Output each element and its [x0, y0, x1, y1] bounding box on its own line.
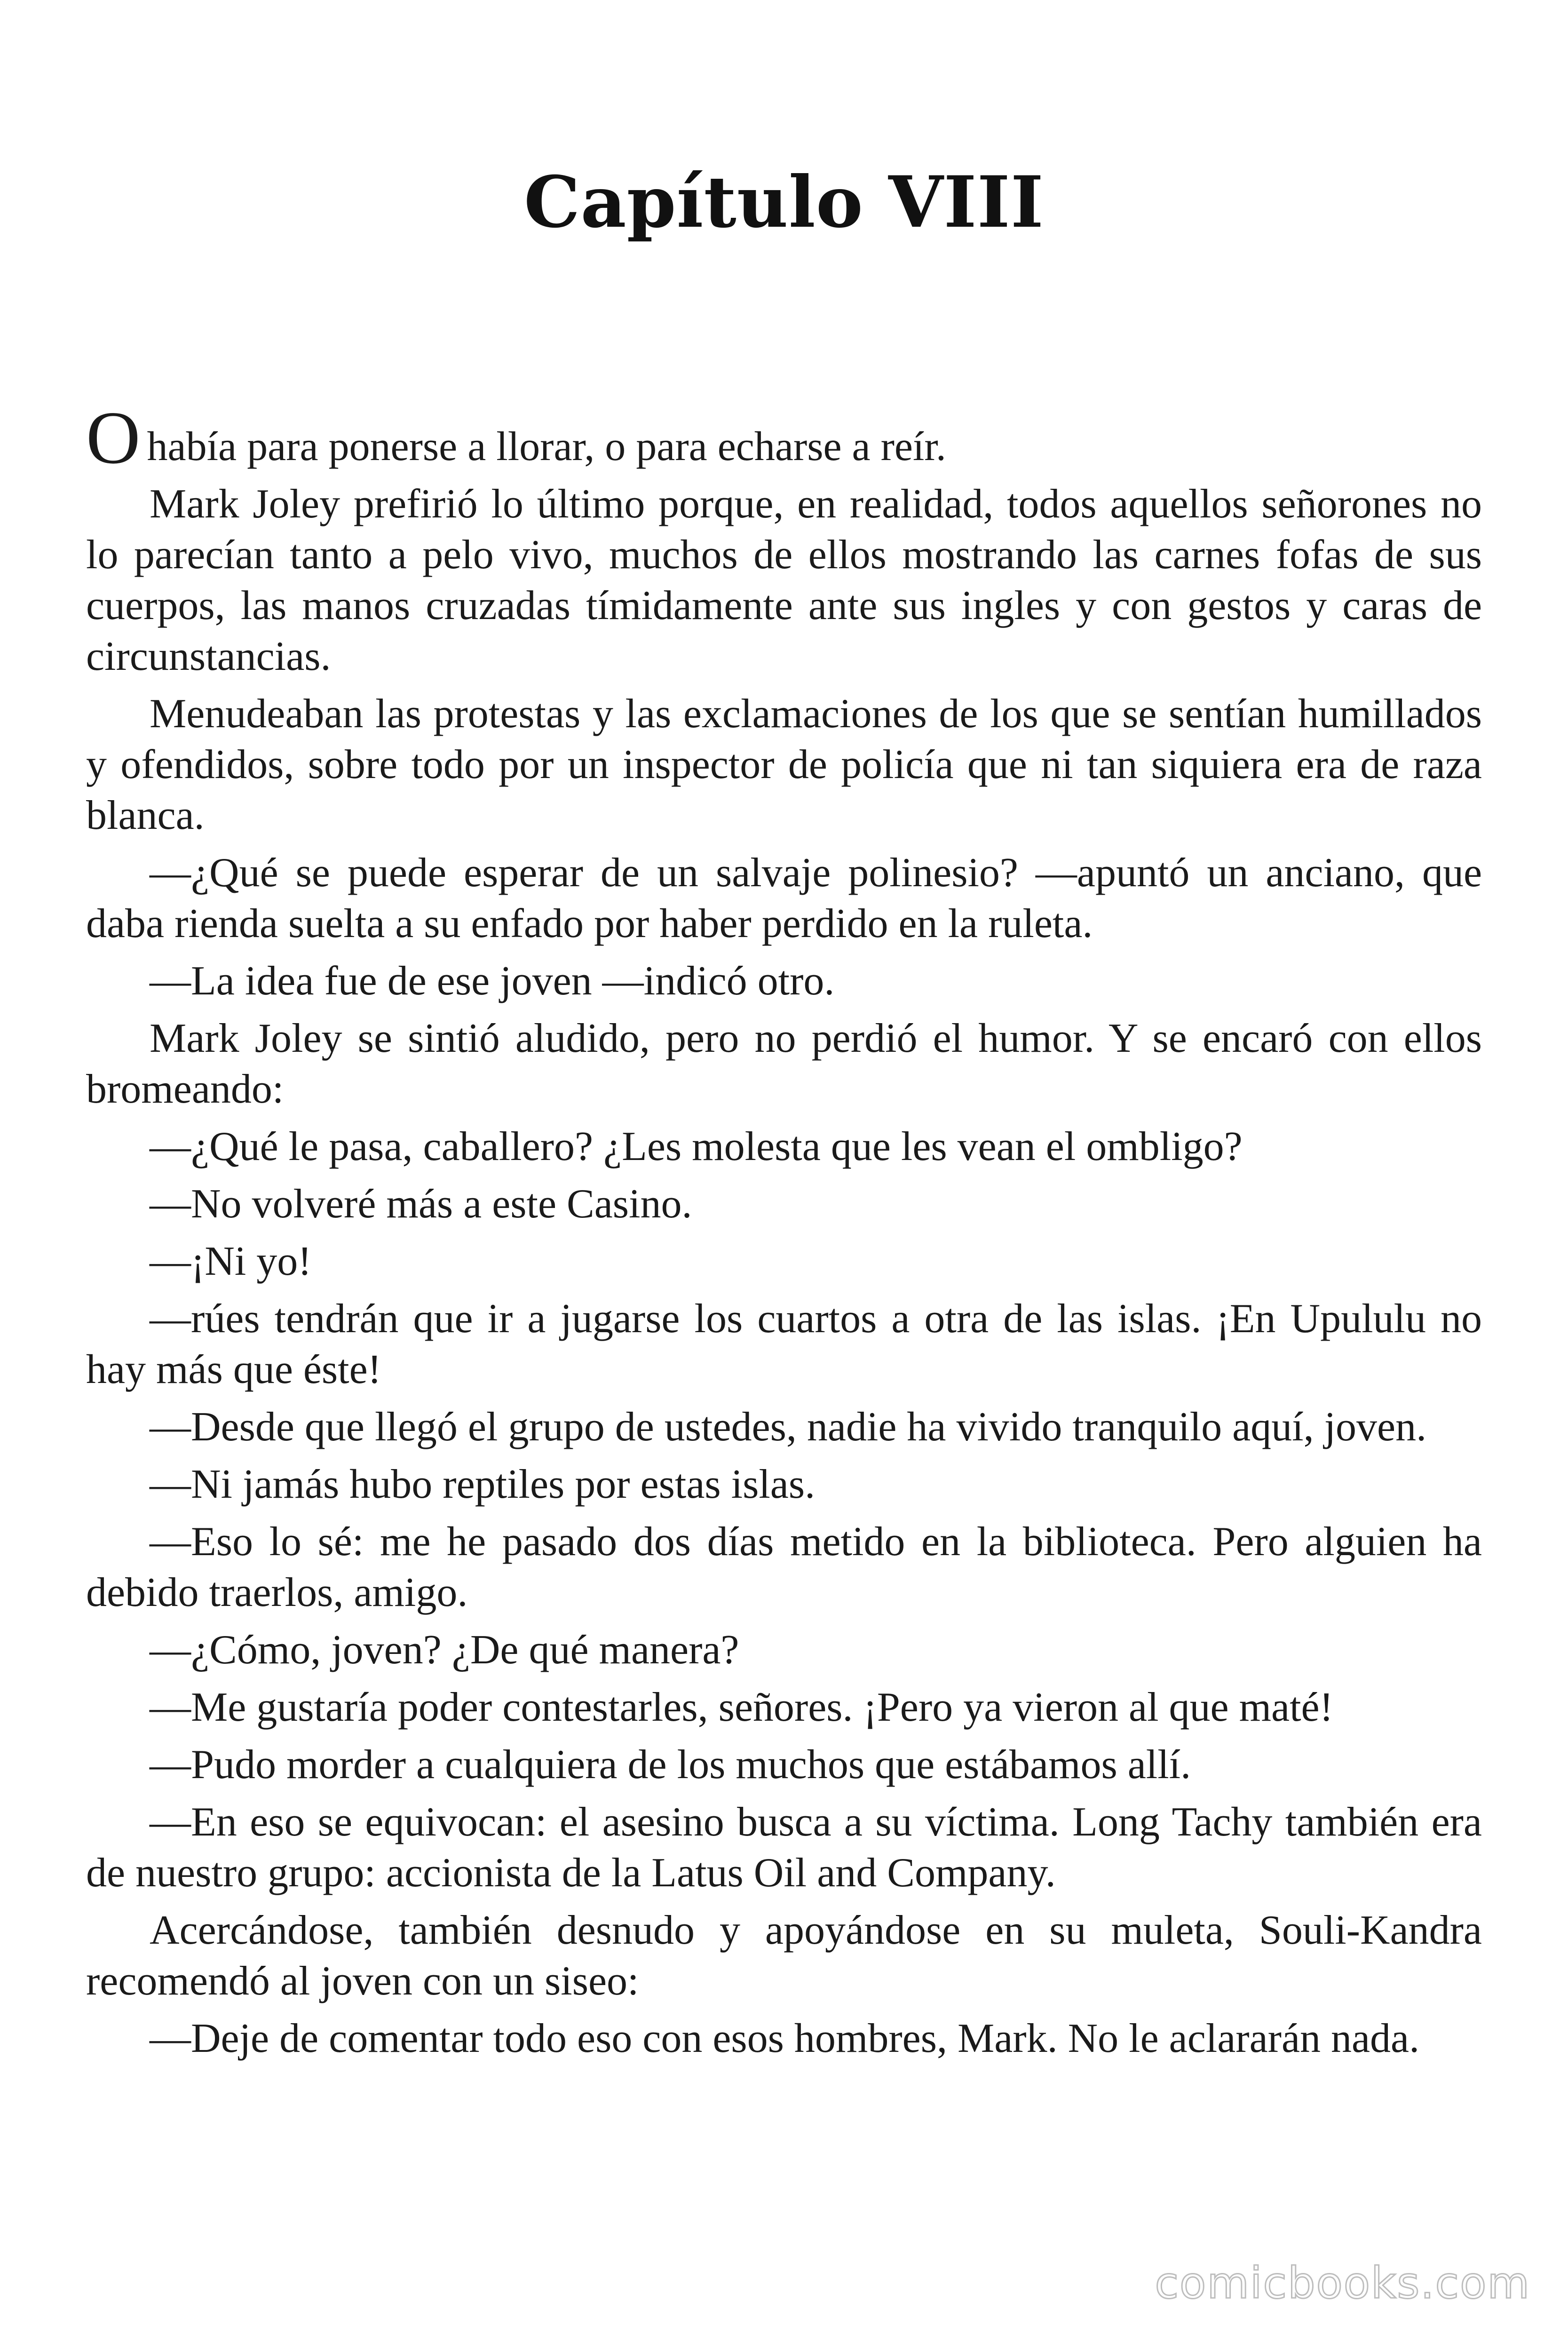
- paragraph: —Me gustaría poder contestarles, señores. ¡Pero ya vieron al que maté!: [150, 1685, 1333, 1730]
- paragraph: —¡Ni yo!: [150, 1239, 312, 1284]
- paragraph: —Ni jamás hubo reptiles por estas islas.: [150, 1462, 816, 1507]
- paragraph: —¿Qué le pasa, caballero? ¿Les molesta que les vean el ombligo?: [150, 1124, 1243, 1169]
- chapter-title: Capítulo VIII: [524, 161, 1044, 244]
- drop-cap: O: [86, 396, 141, 479]
- paragraph: —Deje de comentar todo eso con esos hombres, Mark. No le aclararán nada.: [150, 2016, 1420, 2061]
- paragraph: —En eso se equivocan: el asesino busca a su víctima. Long Tachy también era de nuestro grupo: accionista de la Latus Oil and Company.: [86, 1799, 1482, 1896]
- paragraph: —Eso lo sé: me he pasado dos días metido en la biblioteca. Pero alguien ha debido traerlos, amigo.: [86, 1519, 1482, 1615]
- paragraph: Mark Joley prefirió lo último porque, en realidad, todos aquellos señorones no lo parecían tanto a pelo vivo, muchos de ellos mostrando las carnes fofas de sus cuerpos, las manos cruzadas tímidamente ante sus ingles y con gestos y caras de circunstancias.: [86, 481, 1482, 679]
- paragraph: —¿Cómo, joven? ¿De qué manera?: [150, 1627, 739, 1673]
- paragraph: Mark Joley se sintió aludido, pero no perdió el humor. Y se encaró con ellos bromeando:: [86, 1016, 1482, 1112]
- paragraph: —Pudo morder a cualquiera de los muchos que estábamos allí.: [150, 1742, 1191, 1788]
- paragraph: Acercándose, también desnudo y apoyándose en su muleta, Souli-Kandra recomendó al joven con un siseo:: [86, 1907, 1482, 2004]
- chapter-body: [86, 396, 1482, 2071]
- paragraph: —No volveré más a este Casino.: [150, 1181, 692, 1227]
- paragraph: —¿Qué se puede esperar de un salvaje polinesio? —apuntó un anciano, que daba rienda suelta a su enfado por haber perdido en la ruleta.: [86, 850, 1482, 946]
- paragraph-opening: [86, 396, 1482, 479]
- watermark: comicbooks.com: [1155, 2258, 1530, 2308]
- opening-text: había para ponerse a llorar, o para echarse a reír.: [147, 424, 946, 469]
- paragraph: —rúes tendrán que ir a jugarse los cuartos a otra de las islas. ¡En Upululu no hay más que éste!: [86, 1296, 1482, 1392]
- paragraph: —La idea fue de ese joven —indicó otro.: [150, 958, 835, 1004]
- paragraph: —Desde que llegó el grupo de ustedes, nadie ha vivido tranquilo aquí, joven.: [150, 1404, 1427, 1450]
- paragraph: Menudeaban las protestas y las exclamaciones de los que se sentían humillados y ofendidos, sobre todo por un inspector de policía que ni tan siquiera era de raza blanca.: [86, 691, 1482, 838]
